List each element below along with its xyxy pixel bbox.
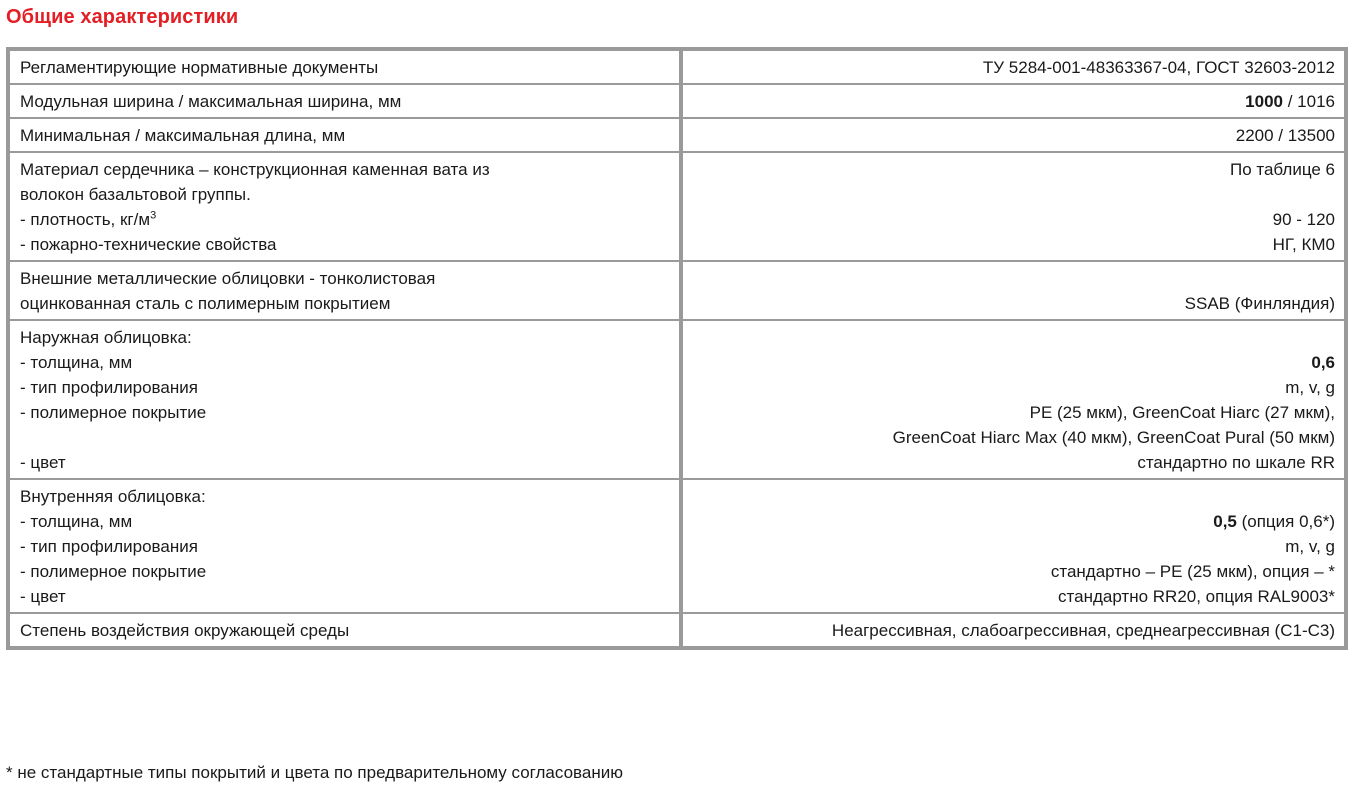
row-label-cell [10,119,683,153]
row-label: - полимерное покрытие [20,562,207,581]
row-label: Модульная ширина / максимальная ширина, мм [20,92,402,111]
row-value-cell [683,85,1344,119]
row-value: m, v, g [1285,378,1335,397]
row-value: стандартно – PE (25 мкм), опция – * [1050,562,1335,581]
row-value-spacer [693,325,1335,350]
row-label: - полимерное покрытие [20,403,207,422]
row-value: ТУ 5284-001-48363367-04, ГОСТ 32603-2012 [982,58,1335,77]
table-row [10,262,1344,321]
row-value-cell [683,51,1344,85]
row-value-cell [683,480,1344,614]
row-label: Наружная облицовка: [20,328,192,347]
table-row [10,85,1344,119]
density-label: - плотность, кг/м [20,210,151,229]
table-row [10,614,1344,646]
spec-table [6,47,1348,650]
row-value [693,350,1335,375]
row-label: Минимальная / максимальная длина, мм [20,126,346,145]
inner-thickness-value: 0,5 [1213,512,1237,531]
row-value-cell [683,614,1344,646]
row-label-cell [10,321,683,480]
section-title: Общие характеристики [6,6,239,28]
row-label: Внешние металлические облицовки - тонколистовая [20,269,436,288]
row-label: оцинкованная сталь с полимерным покрытием [20,294,391,313]
row-label: Материал сердечника – конструкционная каменная вата из [20,160,490,179]
row-value-spacer [693,182,1335,207]
row-label: - толщина, мм [20,512,133,531]
row-value-cell [683,119,1344,153]
row-label-cell [10,51,683,85]
row-value: НГ, КМ0 [1272,235,1335,254]
outer-thickness-value: 0,6 [1311,353,1335,372]
row-label-cell [10,262,683,321]
row-label: - пожарно-технические свойства [20,235,277,254]
row-value: 90 - 120 [1272,210,1335,229]
row-value: стандартно RR20, опция RAL9003* [1058,587,1335,606]
table-row [10,321,1344,480]
row-value: Неагрессивная, слабоагрессивная, среднеагрессивная (С1-С3) [831,621,1335,640]
row-value: m, v, g [1285,537,1335,556]
row-value: По таблице 6 [1229,160,1335,179]
modular-width-value: 1000 [1245,92,1283,111]
row-label: волокон базальтовой группы. [20,185,251,204]
row-value: GreenCoat Hiarc Max (40 мкм), GreenCoat Pural (50 мкм) [892,428,1335,447]
table-row [10,153,1344,262]
inner-thickness-option: (опция 0,6*) [1236,512,1335,531]
row-label: Регламентирующие нормативные документы [20,58,379,77]
row-value-cell [683,153,1344,262]
row-label-cell [10,480,683,614]
row-label-cell [10,85,683,119]
row-label: Внутренняя облицовка: [20,487,206,506]
row-value: SSAB (Финляндия) [1184,294,1335,313]
row-value: PE (25 мкм), GreenCoat Hiarc (27 мкм), [1029,403,1335,422]
max-width-value: / 1016 [1283,92,1335,111]
row-label: - толщина, мм [20,353,133,372]
footnote: * не стандартные типы покрытий и цвета по предварительному согласованию [6,763,623,782]
row-value: стандартно по шкале RR [1137,453,1335,472]
row-label: - цвет [20,587,66,606]
row-label: Степень воздействия окружающей среды [20,621,350,640]
row-label: - тип профилирования [20,378,198,397]
row-value: 2200 / 13500 [1235,126,1335,145]
row-label-cell [10,614,683,646]
row-label [20,207,669,232]
row-label-cell [10,153,683,262]
row-value-cell [683,321,1344,480]
row-value [693,89,1335,114]
row-value-spacer [693,484,1335,509]
table-row [10,51,1344,85]
row-value-spacer [693,266,1335,291]
row-value-cell [683,262,1344,321]
table-row [10,480,1344,614]
row-label: - цвет [20,453,66,472]
row-label: - тип профилирования [20,537,198,556]
row-label-spacer [20,425,669,450]
row-value [693,509,1335,534]
cubed-superscript: 3 [150,209,157,222]
table-row [10,119,1344,153]
